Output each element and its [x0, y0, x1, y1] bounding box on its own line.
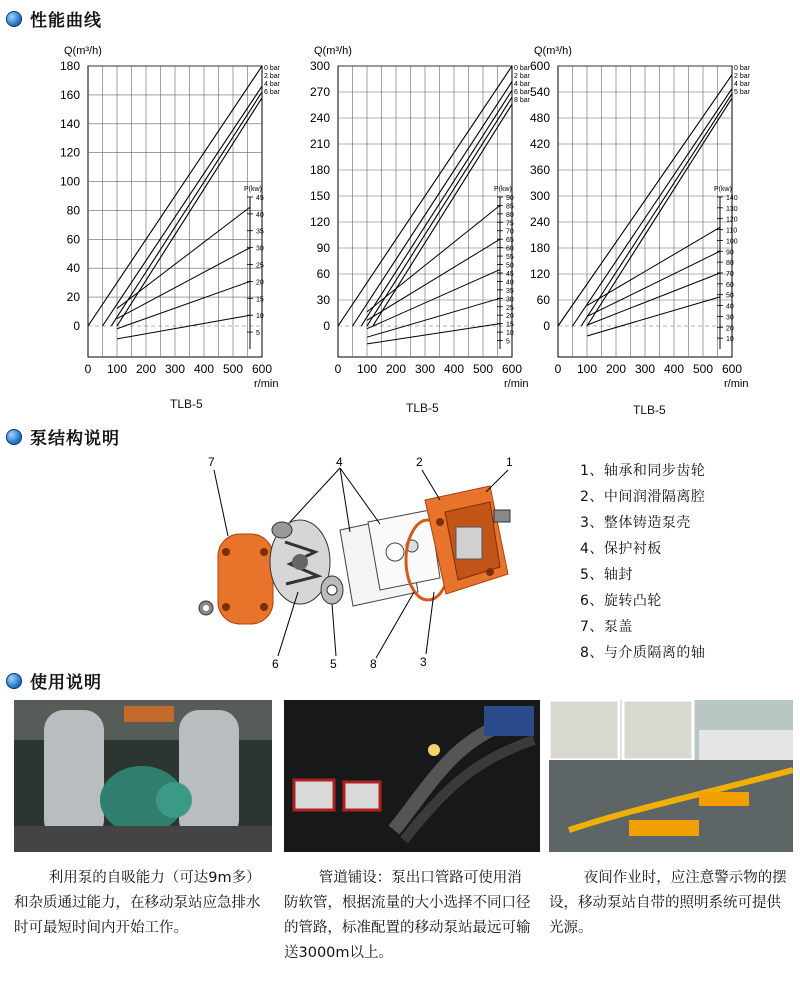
power-tick-label: 65	[506, 237, 514, 245]
pump-cover-part	[199, 534, 273, 624]
chart-svg	[510, 32, 770, 422]
power-axis-label: P(kw)	[244, 185, 262, 193]
y-tick-label: 0	[73, 319, 80, 333]
x-axis-label: r/min	[504, 378, 529, 390]
y-tick-label: 180	[529, 241, 550, 255]
pressure-label: 2 bar	[264, 73, 280, 80]
callout-8: 8	[370, 657, 377, 671]
photo-night-operation	[549, 700, 793, 852]
y-axis-label: Q(m³/h)	[534, 45, 572, 57]
y-tick-label: 300	[529, 189, 550, 203]
pressure-label: 4 bar	[264, 81, 280, 88]
y-tick-label: 60	[316, 267, 330, 281]
structure-legend	[580, 458, 790, 666]
power-tick-label: 10	[726, 336, 734, 344]
pressure-label: 4 bar	[514, 81, 530, 88]
callout-2: 2	[416, 455, 423, 469]
y-tick-label: 0	[543, 319, 550, 333]
power-tick-label: 35	[256, 228, 264, 236]
pressure-label: 5 bar	[734, 89, 750, 96]
x-tick-label: 400	[663, 362, 685, 376]
caption-hose-laying: 管道铺设：泵出口管路可使用消防软管，根据流量的大小选择不同口径的管路，标准配置的移动泵站最远可输送3000m以上。	[284, 870, 531, 961]
legend-item: 1、轴承和同步齿轮	[580, 463, 706, 479]
power-tick-label: 110	[726, 227, 738, 235]
section-bullet-icon	[6, 11, 22, 27]
caption-self-priming: 利用泵的自吸能力（可达9m多）和杂质通过能力，在移动泵站应急排水时可最短时间内开始工作。	[14, 870, 261, 936]
power-tick-label: 40	[256, 211, 264, 219]
power-tick-label: 35	[506, 287, 514, 295]
power-tick-label: 55	[506, 254, 514, 262]
y-tick-label: 300	[309, 59, 330, 73]
pressure-label: 0 bar	[264, 65, 280, 72]
x-tick-label: 300	[164, 362, 186, 376]
x-tick-label: 200	[605, 362, 627, 376]
y-tick-label: 60	[536, 293, 550, 307]
legend-item: 4、保护衬板	[580, 541, 662, 557]
y-tick-label: 40	[66, 261, 80, 276]
power-tick-label: 20	[726, 325, 734, 333]
legend-item: 2、中间润滑隔离腔	[580, 489, 706, 505]
power-tick-label: 10	[506, 330, 514, 338]
power-tick-label: 20	[506, 313, 514, 321]
power-tick-label: 30	[506, 296, 514, 304]
y-tick-label: 270	[309, 85, 330, 99]
power-axis-label: P(kw)	[714, 185, 732, 193]
power-tick-label: 80	[506, 211, 514, 219]
power-tick-label: 85	[506, 203, 514, 211]
power-tick-label: 25	[506, 304, 514, 312]
power-tick-label: 80	[726, 260, 734, 268]
callout-4: 4	[336, 455, 343, 469]
legend-item: 7、泵盖	[580, 619, 633, 635]
y-tick-label: 30	[316, 293, 330, 307]
power-tick-label: 5	[256, 330, 260, 338]
pressure-label: 4 bar	[734, 81, 750, 88]
pressure-label: 0 bar	[734, 65, 750, 72]
x-tick-label: 100	[576, 362, 598, 376]
pressure-label: 0 bar	[514, 65, 530, 72]
power-tick-label: 25	[256, 262, 264, 270]
y-tick-label: 180	[59, 59, 80, 73]
x-tick-label: 300	[414, 362, 436, 376]
power-tick-label: 100	[726, 238, 738, 246]
x-tick-label: 500	[472, 362, 494, 376]
pressure-label: 6 bar	[264, 89, 280, 96]
y-tick-label: 160	[59, 87, 80, 102]
x-tick-label: 600	[501, 362, 523, 376]
power-tick-label: 45	[506, 270, 514, 278]
pressure-label: 6 bar	[514, 89, 530, 96]
callout-6: 6	[272, 657, 279, 671]
photo-hose-laying	[284, 700, 540, 852]
power-tick-label: 10	[256, 313, 264, 321]
x-tick-label: 0	[554, 362, 562, 376]
y-tick-label: 360	[529, 163, 550, 177]
power-tick-label: 130	[726, 205, 738, 213]
power-tick-label: 90	[726, 249, 734, 257]
photo-mobile-pump-station	[14, 700, 272, 852]
legend-item: 5、轴封	[580, 567, 633, 583]
y-tick-label: 90	[316, 241, 330, 255]
x-tick-label: 400	[193, 362, 215, 376]
y-axis-label: Q(m³/h)	[64, 45, 102, 57]
callout-3: 3	[420, 655, 427, 669]
power-tick-label: 45	[256, 194, 264, 202]
power-tick-label: 30	[256, 245, 264, 253]
y-tick-label: 180	[309, 163, 330, 177]
power-axis-label: P(kw)	[494, 185, 512, 193]
y-tick-label: 0	[323, 319, 330, 333]
y-tick-label: 480	[529, 111, 550, 125]
callout-5: 5	[330, 657, 337, 671]
power-tick-label: 120	[726, 216, 738, 224]
x-axis-label: r/min	[724, 378, 749, 390]
callout-1: 1	[506, 455, 513, 469]
y-tick-label: 150	[309, 189, 330, 203]
x-tick-label: 500	[222, 362, 244, 376]
y-tick-label: 120	[529, 267, 550, 281]
power-tick-label: 70	[506, 228, 514, 236]
y-tick-label: 600	[529, 59, 550, 73]
power-tick-label: 50	[726, 292, 734, 300]
power-tick-label: 15	[506, 321, 514, 329]
pump-exploded-diagram	[190, 452, 530, 672]
x-tick-label: 0	[334, 362, 342, 376]
callout-7: 7	[208, 455, 215, 469]
chart-svg	[40, 32, 300, 422]
x-axis-label: r/min	[254, 378, 279, 390]
y-tick-label: 120	[59, 145, 80, 160]
x-tick-label: 0	[84, 362, 92, 376]
x-tick-label: 300	[634, 362, 656, 376]
legend-item: 6、旋转凸轮	[580, 593, 662, 609]
legend-item: 8、与介质隔离的轴	[580, 645, 706, 661]
x-tick-label: 200	[135, 362, 157, 376]
performance-chart-3	[510, 32, 770, 422]
section-title: 使用说明	[30, 673, 102, 693]
y-tick-label: 20	[66, 290, 80, 305]
pressure-label: 8 bar	[514, 97, 530, 104]
power-tick-label: 70	[726, 270, 734, 278]
power-tick-label: 90	[506, 194, 514, 202]
section-bullet-icon	[6, 429, 22, 445]
x-tick-label: 500	[692, 362, 714, 376]
y-tick-label: 120	[309, 215, 330, 229]
pressure-label: 2 bar	[514, 73, 530, 80]
y-tick-label: 240	[529, 215, 550, 229]
x-tick-label: 100	[106, 362, 128, 376]
y-tick-label: 210	[309, 137, 330, 151]
power-tick-label: 140	[726, 194, 738, 202]
power-tick-label: 15	[256, 296, 264, 304]
x-tick-label: 200	[385, 362, 407, 376]
y-tick-label: 240	[309, 111, 330, 125]
power-tick-label: 50	[506, 262, 514, 270]
power-tick-label: 60	[506, 245, 514, 253]
y-tick-label: 420	[529, 137, 550, 151]
x-tick-label: 600	[721, 362, 743, 376]
y-tick-label: 80	[66, 203, 80, 218]
chart-model-label: TLB-5	[170, 397, 203, 411]
y-tick-label: 140	[59, 116, 80, 131]
y-axis-label: Q(m³/h)	[314, 45, 352, 57]
power-tick-label: 40	[726, 303, 734, 311]
x-tick-label: 400	[443, 362, 465, 376]
x-tick-label: 600	[251, 362, 273, 376]
performance-chart-1	[40, 32, 300, 422]
section-bullet-icon	[6, 673, 22, 689]
pressure-label: 2 bar	[734, 73, 750, 80]
legend-item: 3、整体铸造泵壳	[580, 515, 691, 531]
section-title: 泵结构说明	[30, 429, 120, 449]
power-tick-label: 75	[506, 220, 514, 228]
x-tick-label: 100	[356, 362, 378, 376]
power-tick-label: 30	[726, 314, 734, 322]
section-performance-header	[6, 6, 102, 31]
section-usage-header	[6, 668, 102, 693]
power-tick-label: 60	[726, 281, 734, 289]
y-tick-label: 100	[59, 174, 80, 189]
section-structure-header	[6, 424, 120, 449]
section-title: 性能曲线	[30, 11, 102, 31]
power-tick-label: 40	[506, 279, 514, 287]
chart-model-label: TLB-5	[406, 401, 439, 415]
y-tick-label: 540	[529, 85, 550, 99]
protective-liner-part	[340, 510, 440, 606]
y-tick-label: 60	[66, 232, 80, 247]
chart-model-label: TLB-5	[633, 403, 666, 417]
caption-night-work: 夜间作业时，应注意警示物的摆设，移动泵站自带的照明系统可提供光源。	[549, 870, 787, 936]
power-tick-label: 5	[506, 338, 510, 346]
shaft-seal-part	[321, 576, 343, 604]
power-tick-label: 20	[256, 279, 264, 287]
